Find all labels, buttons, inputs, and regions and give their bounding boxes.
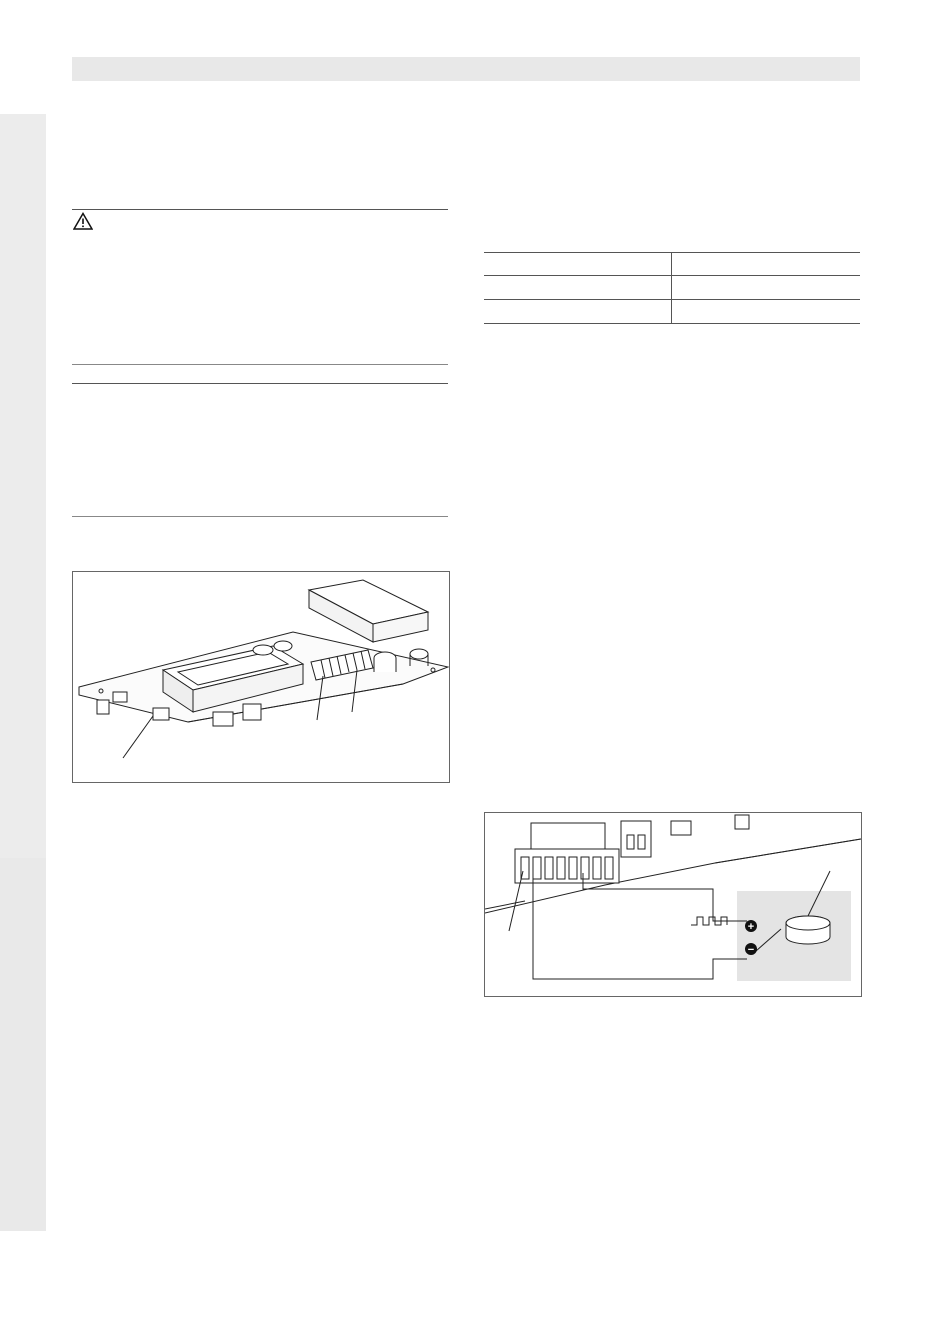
circuit-board-illustration [73, 572, 449, 782]
minus-symbol: − [747, 944, 755, 956]
right-table [484, 252, 860, 325]
figure-wiring-diagram [484, 812, 862, 997]
right-table-bottom-rule [484, 323, 860, 324]
page-header-bar [72, 57, 860, 81]
right-table-column-divider [671, 252, 672, 324]
right-table-top-rule [484, 252, 860, 253]
warning-top-rule [72, 209, 448, 210]
wiring-diagram [485, 813, 861, 996]
plus-symbol: + [747, 921, 755, 933]
left-table-rule-3 [72, 516, 448, 517]
chapter-side-strip-lower [0, 858, 46, 1231]
right-table-row-rule-1 [484, 275, 860, 276]
left-table-rule-2 [72, 383, 448, 384]
left-table-rule-1 [72, 364, 448, 365]
warning-triangle-icon [73, 212, 93, 230]
right-table-row-rule-2 [484, 299, 860, 300]
figure-circuit-board [72, 571, 450, 783]
